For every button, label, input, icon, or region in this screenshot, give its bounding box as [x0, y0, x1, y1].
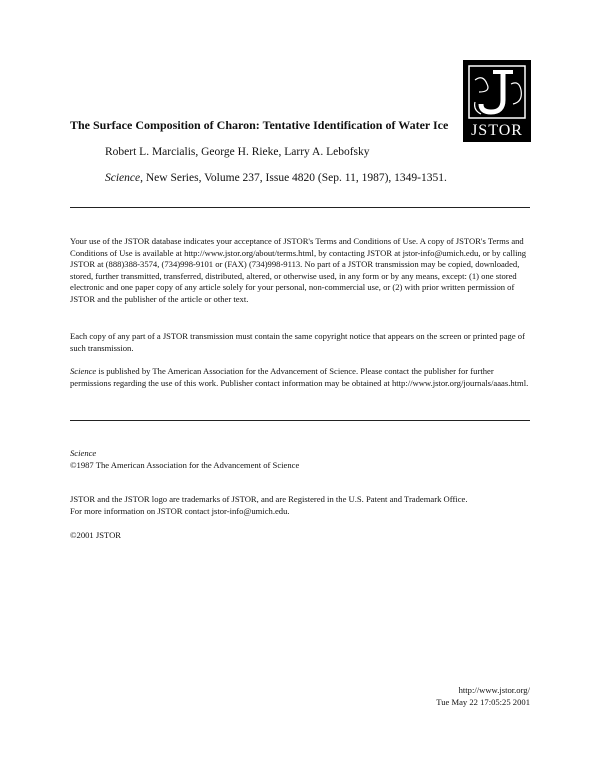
terms-paragraph-2: Each copy of any part of a JSTOR transmission must contain the same copyright notice that appears on the screen or printed page of such transmission. [70, 331, 525, 353]
trademark-line-1: JSTOR and the JSTOR logo are trademarks of JSTOR, and are Registered in the U.S. Patent and Trademark Office. [70, 494, 468, 504]
journal-name: Science [105, 172, 141, 184]
footer-block [436, 685, 530, 708]
article-authors: Robert L. Marcialis, George H. Rieke, Larry A. Lebofsky [105, 146, 370, 158]
copyright-line: ©1987 The American Association for the Advancement of Science [70, 460, 300, 470]
footer-url: http://www.jstor.org/ [458, 685, 530, 695]
footer-timestamp: Tue May 22 17:05:25 2001 [436, 696, 530, 707]
trademark-line-2: For more information on JSTOR contact jstor-info@umich.edu. [70, 506, 290, 516]
publisher-journal-name: Science [70, 366, 97, 376]
jstor-emblem-icon [463, 62, 531, 120]
article-title: The Surface Composition of Charon: Tentative Identification of Water Ice [70, 118, 449, 132]
jstor-wordmark: JSTOR [471, 122, 523, 139]
jstor-logo [463, 60, 531, 142]
terms-paragraph-3: Science is published by The American Association for the Advancement of Science. Please contact the publisher for further permissions regarding the use of this work. Publisher contact information may be obtained at http://www.jstor.org/journals/aaas.html. [70, 366, 529, 388]
jstor-copyright: ©2001 JSTOR [70, 530, 122, 540]
article-citation [105, 172, 447, 184]
citation-details: , New Series, Volume 237, Issue 4820 (Sep. 11, 1987), 1349-1351. [140, 172, 447, 184]
divider-bottom [70, 420, 530, 421]
divider-top [70, 207, 530, 208]
terms-paragraph-1: Your use of the JSTOR database indicates your acceptance of JSTOR's Terms and Conditions of Use. A copy of JSTOR's Terms and Conditions of Use is available at http://www.jstor.org/about/terms.html, by contacting JSTOR at jstor-info@umich.edu, or by calling JSTOR at (888)388-3574, (734)998-9101 or (FAX) (734)998-9113. No part of a JSTOR transmission may be copied, downloaded, stored, further transmitted, transferred, distributed, altered, or otherwise used, in any form or by any means, except: (1) one stored electronic and one paper copy of any article solely for your personal, non-commercial use, or (2) with prior written permission of JSTOR and the publisher of the article or other text. [70, 236, 527, 304]
copyright-journal: Science [70, 448, 97, 458]
